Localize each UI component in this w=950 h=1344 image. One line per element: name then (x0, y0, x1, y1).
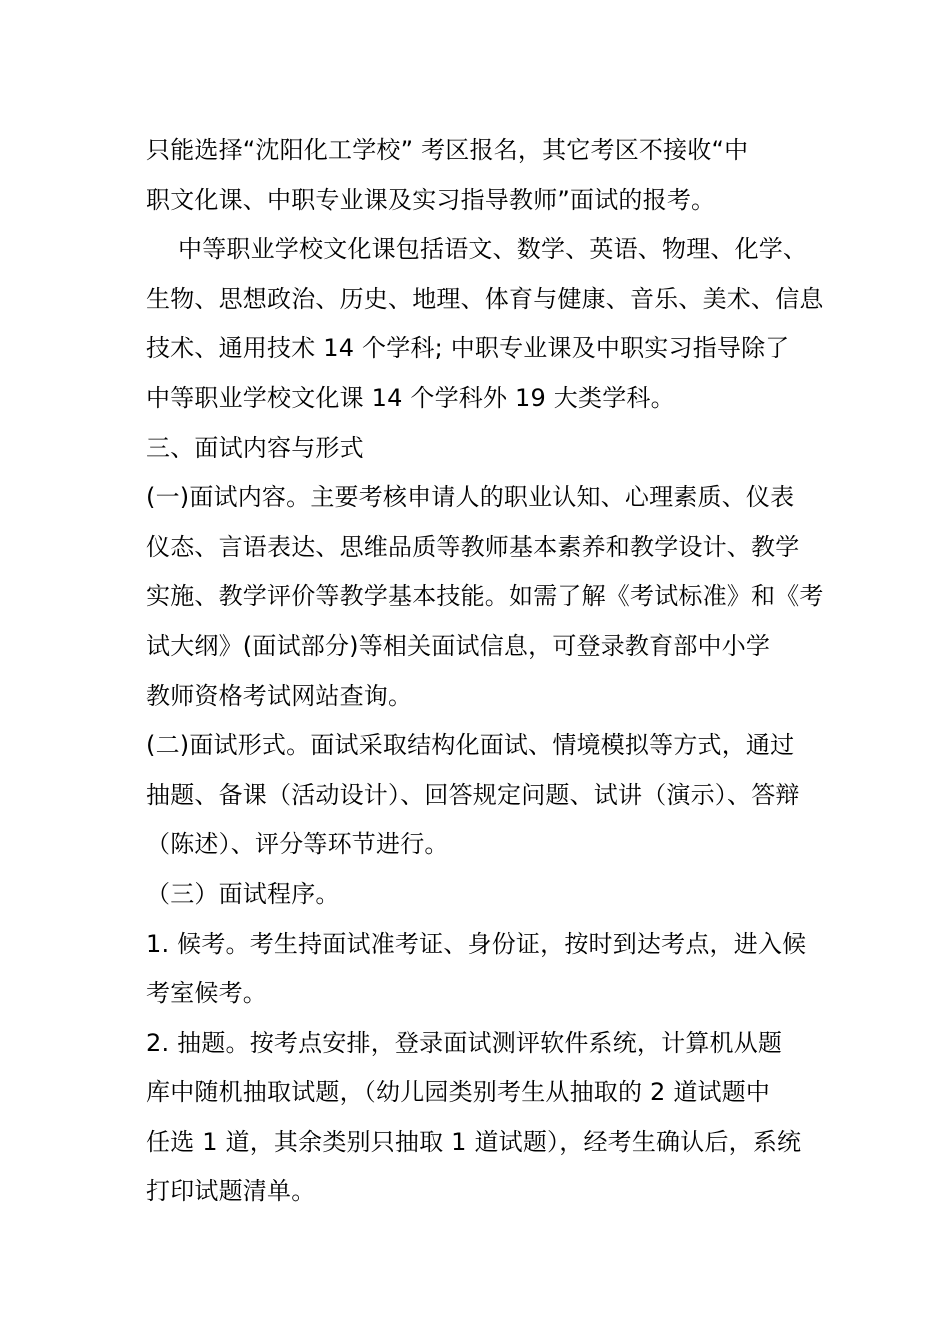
text-line: 实施、教学评价等教学基本技能。如需了解《考试标准》和《考 (146, 582, 824, 611)
text-line: （陈述）、评分等环节进行。 (146, 830, 449, 859)
text-line: 教师资格考试网站查询。 (146, 681, 413, 710)
text-line: (一)面试内容。主要考核申请人的职业认知、心理素质、仪表 (146, 483, 795, 512)
text-line: 2. 抽题。按考点安排，登录面试测评软件系统，计算机从题 (146, 1028, 783, 1057)
text-line: (二)面试形式。面试采取结构化面试、情境模拟等方式，通过 (146, 731, 795, 760)
text-line: 考室候考。 (146, 979, 267, 1008)
text-line: 打印试题清单。 (146, 1177, 316, 1206)
text-line: 技术、通用技术 14 个学科; 中职专业课及中职实习指导除了 (146, 334, 790, 363)
text-line: 抽题、备课（活动设计）、回答规定问题、试讲（演示）、答辩 (146, 780, 800, 809)
text-line: 试大纲》(面试部分)等相关面试信息，可登录教育部中小学 (146, 631, 771, 660)
text-line: 库中随机抽取试题，（幼儿园类别考生从抽取的 2 道试题中 (146, 1078, 771, 1107)
text-line: 仪态、言语表达、思维品质等教师基本素养和教学设计、教学 (146, 532, 800, 561)
text-line: 任选 1 道，其余类别只抽取 1 道试题），经考生确认后，系统 (146, 1127, 802, 1156)
text-line: 职文化课、中职专业课及实习指导教师”面试的报考。 (146, 185, 716, 214)
document-body (146, 126, 824, 1217)
section-heading: 三、面试内容与形式 (146, 433, 364, 462)
text-line: 生物、思想政治、历史、地理、体育与健康、音乐、美术、信息 (146, 284, 824, 313)
text-line: 只能选择“沈阳化工学校” 考区报名，其它考区不接收“中 (146, 136, 749, 164)
subsection-heading: （三）面试程序。 (146, 879, 340, 908)
paragraph-line: 中等职业学校文化课包括语文、数学、英语、物理、化学、 (178, 235, 808, 264)
text-line: 1. 候考。考生持面试准考证、身份证，按时到达考点，进入候 (146, 929, 807, 958)
text-line: 中等职业学校文化课 14 个学科外 19 大类学科。 (146, 383, 675, 412)
